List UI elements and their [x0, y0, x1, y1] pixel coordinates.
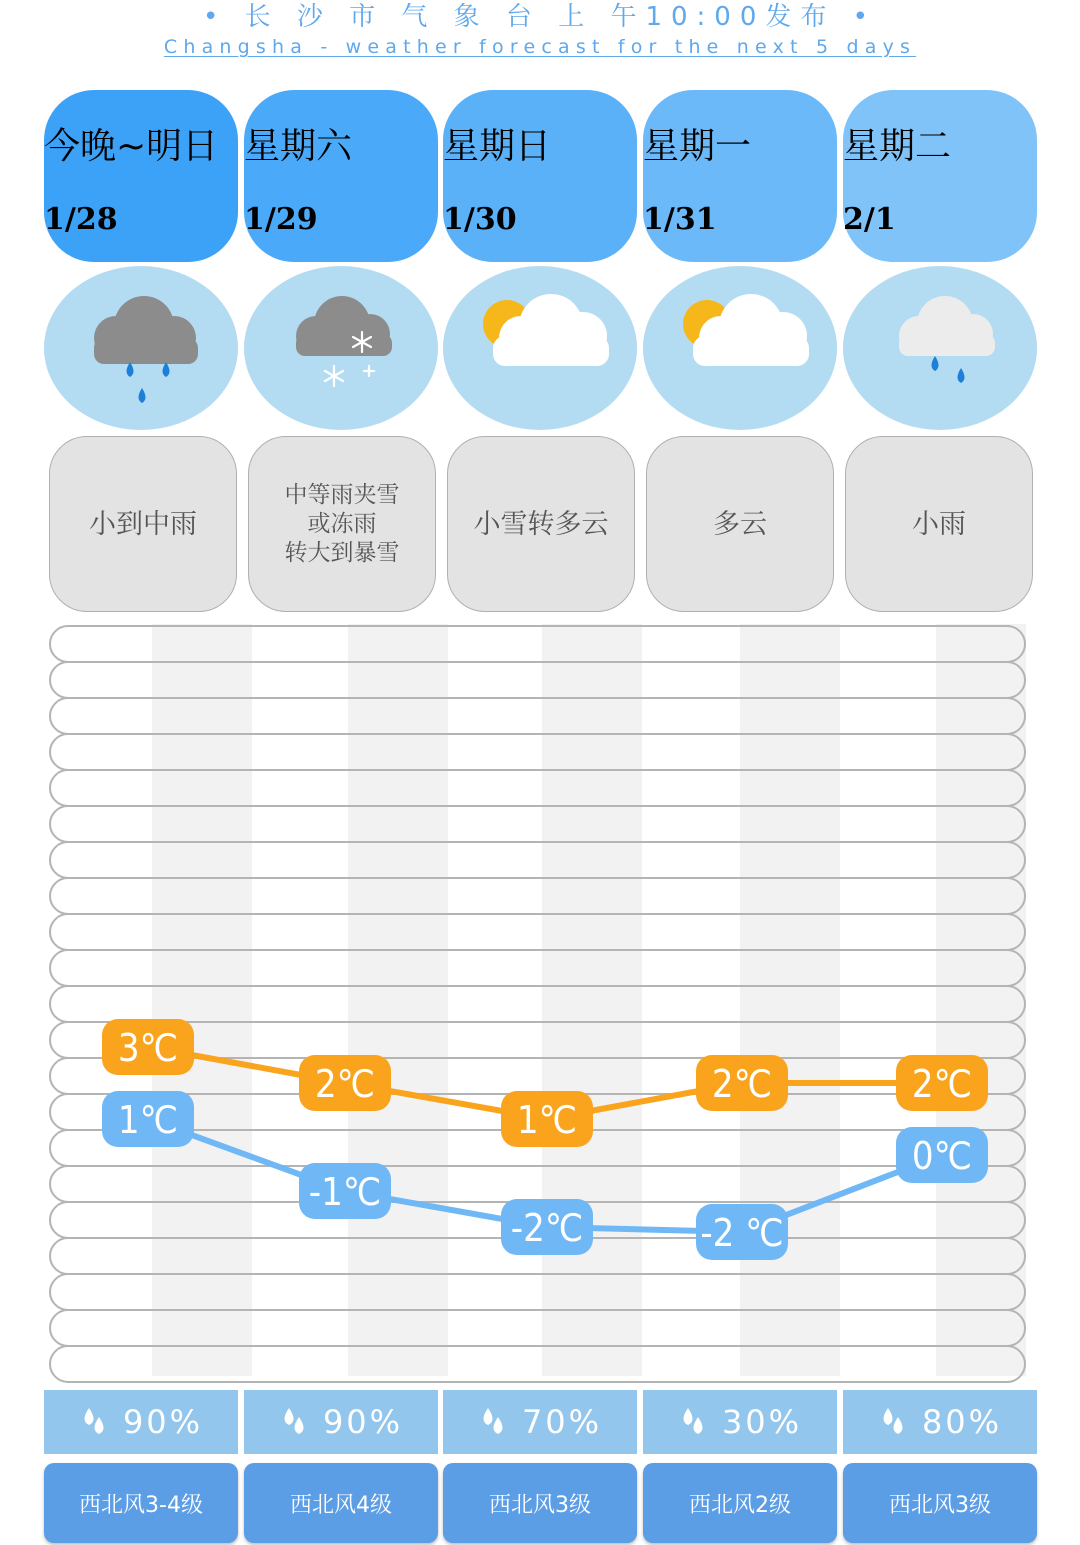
- day-name: 星期日: [443, 126, 552, 167]
- chart-stripe: [740, 624, 840, 1376]
- chart-stripe: [152, 624, 252, 1376]
- temp-label: 0℃: [911, 1134, 973, 1178]
- temp-label: -2℃: [510, 1206, 584, 1250]
- precip-card-0: [44, 1390, 238, 1454]
- precip-value: 30%: [721, 1403, 803, 1441]
- wind-card: 西北风3级: [843, 1463, 1037, 1543]
- precip-value: 80%: [921, 1403, 1003, 1441]
- water-drops-icon: [878, 1405, 908, 1439]
- cloud-rain-icon: [44, 266, 238, 430]
- precip-card-2: [443, 1390, 637, 1454]
- chart-stripe: [936, 624, 1026, 1376]
- weather-icon-circle-2: [443, 266, 637, 430]
- water-drops-icon: [79, 1405, 109, 1439]
- day-name: 星期二: [843, 126, 952, 167]
- day-name: 星期六: [244, 126, 353, 167]
- weather-desc: 小到中雨: [49, 436, 237, 612]
- water-drops-icon: [279, 1405, 309, 1439]
- temp-label: 2℃: [911, 1062, 973, 1106]
- wind-card: 西北风4级: [244, 1463, 438, 1543]
- weather-desc: 多云: [646, 436, 834, 612]
- page-title: • 长 沙 市 气 象 台 上 午10:00发布 •: [203, 2, 877, 32]
- water-drops-icon: [678, 1405, 708, 1439]
- day-name: 今晚~明日: [44, 126, 219, 167]
- chart-stripe: [348, 624, 448, 1376]
- temp-label: 1℃: [516, 1098, 578, 1142]
- wind-card: 西北风3-4级: [44, 1463, 238, 1543]
- page-subtitle: [0, 36, 1080, 62]
- wind-card: 西北风2级: [643, 1463, 837, 1543]
- day-name: 星期一: [643, 126, 752, 167]
- precip-card-4: [843, 1390, 1037, 1454]
- precip-value: 90%: [322, 1403, 404, 1441]
- day-date: 2/1: [843, 202, 896, 237]
- day-date: 1/28: [44, 202, 118, 237]
- chart-stripe: [542, 624, 642, 1376]
- temperature-chart: [0, 620, 1080, 1385]
- chart-background: [50, 624, 1026, 1382]
- temp-label: 3℃: [117, 1026, 179, 1070]
- temp-label: 2℃: [711, 1062, 773, 1106]
- light-cloud-rain-icon: [843, 266, 1037, 430]
- precip-card-1: [244, 1390, 438, 1454]
- precip-card-3: [643, 1390, 837, 1454]
- day-date: 1/29: [244, 202, 318, 237]
- water-drops-icon: [478, 1405, 508, 1439]
- cloud-sleet-snow-icon: [244, 266, 438, 430]
- weather-desc: 中等雨夹雪 或冻雨 转大到暴雪: [248, 436, 436, 612]
- weather-icon-circle-0: [44, 266, 238, 430]
- temp-label: 2℃: [314, 1062, 376, 1106]
- temp-label: 1℃: [117, 1098, 179, 1142]
- weather-icon-circle-4: [843, 266, 1037, 430]
- weather-icon-circle-3: [643, 266, 837, 430]
- weather-desc: 小雨: [845, 436, 1033, 612]
- wind-card: 西北风3级: [443, 1463, 637, 1543]
- precip-value: 70%: [521, 1403, 603, 1441]
- temp-label: -1℃: [308, 1170, 382, 1214]
- day-date: 1/31: [643, 202, 717, 237]
- day-date: 1/30: [443, 202, 517, 237]
- weather-icon-circle-1: [244, 266, 438, 430]
- temp-label: -2 ℃: [700, 1211, 784, 1255]
- sun-cloud-icon: [643, 266, 837, 430]
- precip-value: 90%: [122, 1403, 204, 1441]
- page-subtitle-text: Changsha - weather forecast for the next 5 days: [163, 36, 917, 58]
- weather-desc: 小雪转多云: [447, 436, 635, 612]
- sun-cloud-icon: [443, 266, 637, 430]
